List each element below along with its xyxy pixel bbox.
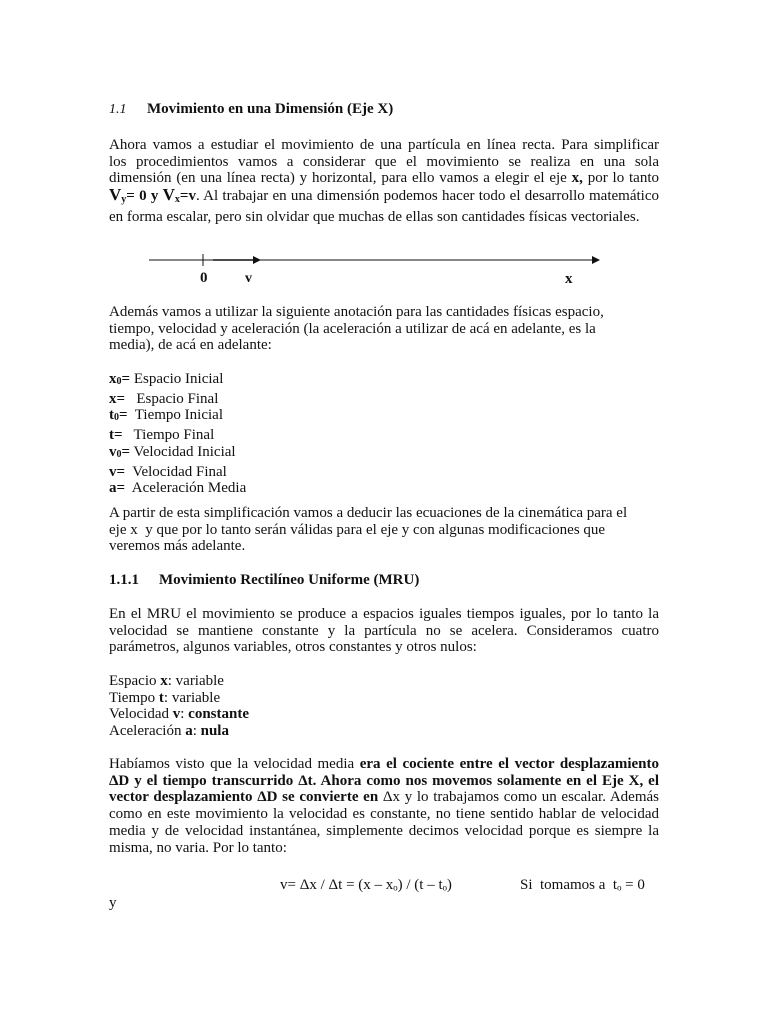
mru-line-3: parámetros, algunos variables, otros constantes y otros nulos: [109,639,477,656]
trailing-text: y [109,895,117,911]
velocity-line-4: como en este movimiento la velocidad es constante, no tiene sentido hablar de velocidad [109,806,659,823]
axis-diagram [109,248,669,288]
symbol-row: a= Aceleración Media [109,480,247,497]
subsection-heading [109,572,659,589]
position-label: x [565,271,573,287]
notation-paragraph [109,304,659,354]
velocity-label: v [245,271,252,286]
subsection-number: 1.1.1 [109,572,139,588]
simplification-line-1: A partir de esta simplificación vamos a deducir las ecuaciones de la cinemática para el [109,505,628,521]
parameter-row: Aceleración a: nula [109,723,229,740]
parameter-row: Tiempo t: variable [109,689,221,706]
intro-line-5: en forma escalar, pero sin olvidar que muchas de ellas son cantidades físicas vectoriales. [109,208,640,225]
subsection-title: Movimiento Rectilíneo Uniforme (MRU) [159,572,420,588]
intro-paragraph [109,137,659,226]
symbol-row: t0= Tiempo Inicial [109,407,223,424]
velocity-line-6: misma, no varia. Por lo tanto: [109,839,287,856]
velocity-equation: v= Δx / Δt = (x – xₒ) / (t – tₒ) [280,877,452,893]
notation-line-1: Además vamos a utilizar la siguiente anotación para las cantidades físicas espacio, [109,304,604,320]
symbol-row: v0= Velocidad Inicial [109,443,236,460]
symbol-row: x0= Espacio Inicial [109,371,224,387]
x-axis-arrowhead [592,256,600,264]
velocity-line-3: vector desplazamiento ΔD se convierte en Δx y lo trabajamos como un escalar. Además [109,789,659,806]
simplification-line-3: veremos más adelante. [109,538,246,555]
intro-line-4: $V_y= 0$ y $V_x=v$. Al trabajar en una dimensión podemos hacer todo el desarrollo matemático [109,185,659,206]
section-number: 1.1 [109,102,127,117]
simplification-paragraph [109,505,659,555]
initial-time-condition: Si tomamos a tₒ = 0 [520,877,645,893]
section-title: Movimiento en una Dimensión (Eje X) [147,101,394,117]
intro-line-2: los procedimientos vamos a considerar que el movimiento se realiza en una sola [109,153,659,170]
intro-line-3: dimensión (en una línea recta) y horizontal, para ello vamos a elegir el eje x, por lo tanto [109,170,660,187]
origin-label: 0 [200,270,208,286]
intro-line-1: Ahora vamos a estudiar el movimiento de una partícula en línea recta. Para simplificar [109,137,659,153]
mru-line-2: velocidad se mantiene constante y la partícula no se acelera. Consideramos cuatro [109,622,659,639]
velocity-line-1: Habíamos visto que la velocidad media era el cociente entre el vector desplazamiento [109,756,659,772]
notation-line-3: media), de acá en adelante: [109,337,272,354]
symbol-row: v= Velocidad Final [109,463,227,480]
axis-svg [109,248,669,288]
parameter-row: Espacio x: variable [109,673,224,689]
velocity-line-5: media y de velocidad instantánea, simplemente decimos velocidad porque es siempre la [109,822,659,839]
symbols-list [109,371,659,497]
parameters-list [109,673,659,740]
section-heading [109,101,659,119]
notation-line-2: tiempo, velocidad y aceleración (la aceleración a utilizar de acá en adelante, es la [109,320,596,337]
mru-paragraph [109,606,659,656]
velocity-paragraph [109,756,659,856]
symbol-row: x= Espacio Final [109,390,219,407]
velocity-line-2: ΔD y el tiempo transcurrido Δt. Ahora como nos movemos solamente en el Eje X, el [109,772,659,789]
symbol-row: t= Tiempo Final [109,427,215,444]
parameter-row: Velocidad v: constante [109,706,249,723]
mru-line-1: En el MRU el movimiento se produce a espacios iguales tiempos iguales, por lo tanto la [109,606,659,622]
velocity-arrowhead [253,256,261,264]
simplification-line-2: eje x y que por lo tanto serán válidas para el eje y con algunas modificaciones que [109,521,606,538]
